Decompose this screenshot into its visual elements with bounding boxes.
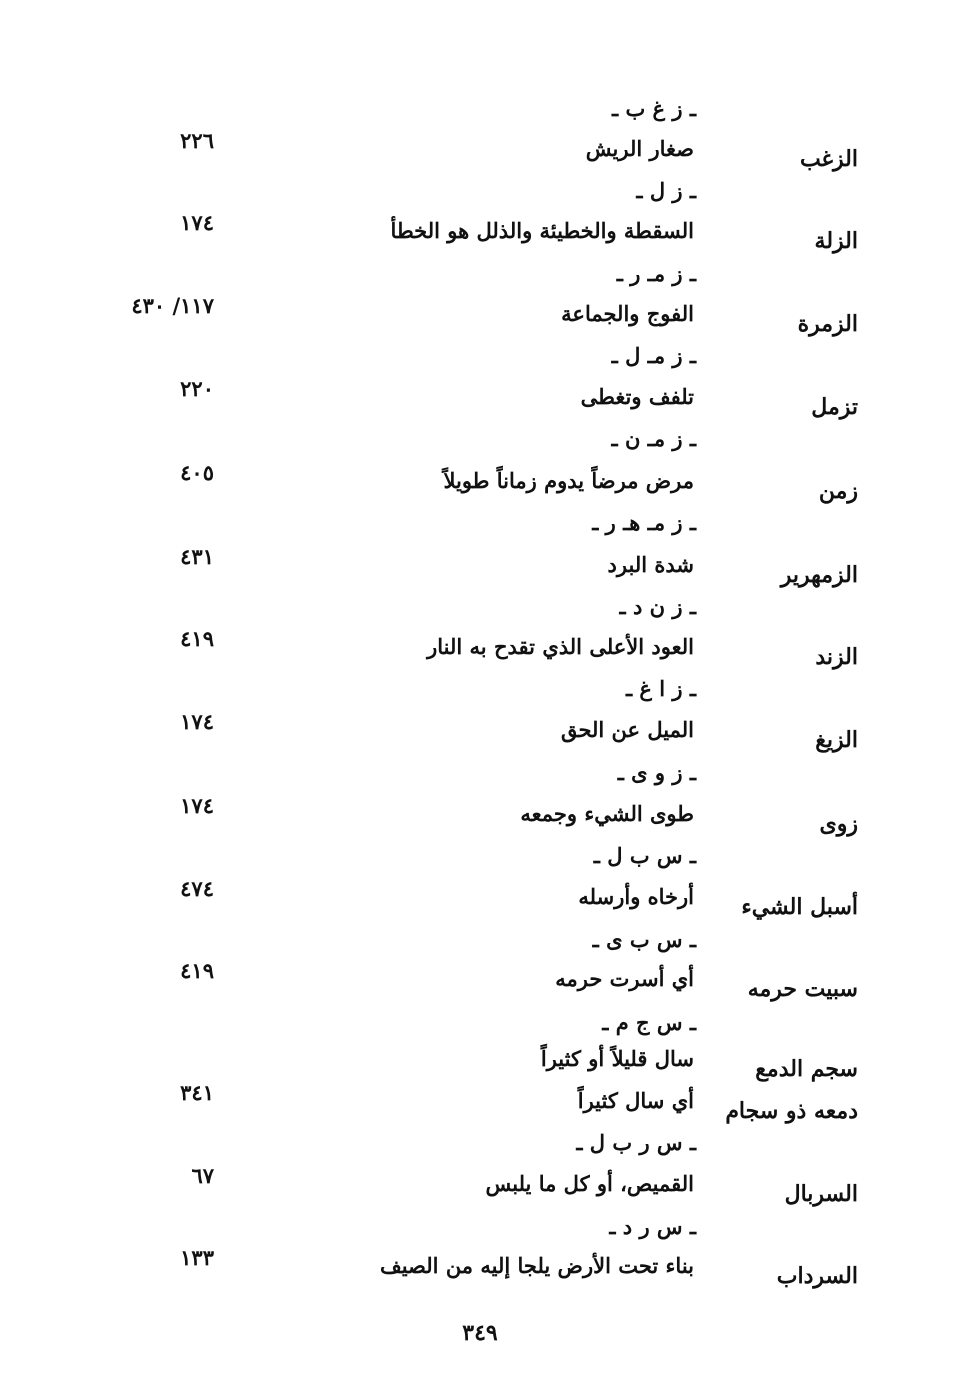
glossary-entry (0, 709, 956, 757)
entry-pages: ١٧٤ (180, 793, 214, 818)
entry-meaning: بناء تحت الأرض يلجا إليه من الصيف (379, 1253, 694, 1278)
entry-meaning: القميص، أو كل ما يلبس (485, 1171, 694, 1196)
glossary-entry (0, 1080, 956, 1128)
entry-pages: ٤٠٥ (180, 460, 214, 485)
entry-meaning: صغار الريش (585, 136, 694, 161)
entry-word: الزند (815, 644, 858, 670)
glossary-entry (0, 293, 956, 341)
entry-meaning: مرض مرضاً يدوم زماناً طويلاً (443, 468, 694, 493)
glossary-entry (0, 793, 956, 841)
entry-meaning: أي أسرت حرمه (555, 966, 694, 991)
glossary-entry (0, 460, 956, 508)
entry-pages: ٦٧ (191, 1163, 214, 1188)
entry-pages: ٤٣١ (180, 544, 214, 569)
glossary-entry (0, 210, 956, 258)
glossary-entry (0, 544, 956, 592)
entry-pages: ١٣٣ (180, 1245, 214, 1270)
entry-word: الزلة (814, 228, 858, 254)
glossary-entry (0, 1245, 956, 1293)
glossary-entry (0, 376, 956, 424)
entry-word: زمن (818, 478, 858, 504)
entry-word: زوى (819, 811, 858, 837)
entry-pages: ٢٢٦ (180, 128, 214, 153)
root-letters: ـ س ر ب ل ـ (576, 1130, 696, 1155)
entry-word: الزمهرير (780, 562, 858, 588)
entry-pages: ٢٢٠ (180, 376, 214, 401)
entry-meaning: الفوج والجماعة (561, 301, 694, 326)
entry-pages: ٤١٩ (180, 958, 214, 983)
entry-word: دمعه ذو سجام (725, 1098, 858, 1124)
entry-pages: ١٧٤ (180, 709, 214, 734)
entry-word: أسبل الشيء (741, 894, 858, 920)
glossary-entry (0, 1163, 956, 1211)
entry-word: سبيت حرمه (747, 976, 858, 1002)
root-letters: ـ س ر د ـ (609, 1214, 696, 1239)
entry-pages: ١٧٤ (180, 210, 214, 235)
entry-word: الزيغ (815, 727, 858, 753)
root-letters: ـ ز ن د ـ (619, 594, 696, 619)
root-letters: ـ ز مـ ر ـ (616, 261, 696, 286)
entry-word: السرداب (776, 1263, 858, 1289)
entry-meaning: السقطة والخطيئة والذلل هو الخطأ (390, 218, 694, 243)
entry-meaning: العود الأعلى الذي تقدح به النار (427, 634, 694, 659)
root-letters: ـ ز مـ هـ ر ـ (592, 510, 696, 535)
entry-meaning: طوى الشيء وجمعه (520, 801, 694, 826)
glossary-entry (0, 876, 956, 924)
entry-meaning: أي سال كثيراً (577, 1088, 694, 1113)
root-letters: ـ س ب ل ـ (593, 843, 696, 868)
root-letters: ـ س ب ى ـ (592, 927, 696, 952)
entry-meaning: تلفف وتغطى (580, 384, 694, 409)
glossary-entry (0, 128, 956, 176)
root-letters: ـ ز ا غ ـ (625, 676, 696, 701)
entry-pages: ٤١٩ (180, 626, 214, 651)
entry-pages: ٤٧٤ (180, 876, 214, 901)
root-letters: ـ س ج م ـ (602, 1010, 696, 1035)
entry-word: سجم الدمع (755, 1056, 858, 1082)
root-letters: ـ ز ل ـ (636, 178, 696, 203)
entry-word: الزغب (799, 146, 858, 172)
entry-meaning: أرخاه وأرسله (578, 884, 694, 909)
entry-pages: ٣٤١ (180, 1080, 214, 1105)
root-letters: ـ ز غ ب ـ (612, 96, 696, 121)
root-letters: ـ ز و ى ـ (617, 760, 696, 785)
entry-word: السربال (784, 1181, 858, 1207)
entry-meaning: سال قليلاً أو كثيراً (540, 1046, 694, 1071)
entry-meaning: شدة البرد (607, 552, 694, 577)
entry-meaning: الميل عن الحق (560, 717, 694, 742)
glossary-entry (0, 958, 956, 1006)
entry-pages: ١١٧/ ٤٣٠ (131, 293, 214, 318)
root-letters: ـ ز مـ ن ـ (611, 426, 696, 451)
glossary-entry (0, 626, 956, 674)
root-letters: ـ ز مـ ل ـ (611, 343, 696, 368)
root-heading (0, 1010, 956, 1050)
entry-word: تزمل (811, 394, 858, 420)
entry-word: الزمرة (797, 311, 858, 337)
page-number: ٣٤٩ (462, 1320, 498, 1346)
